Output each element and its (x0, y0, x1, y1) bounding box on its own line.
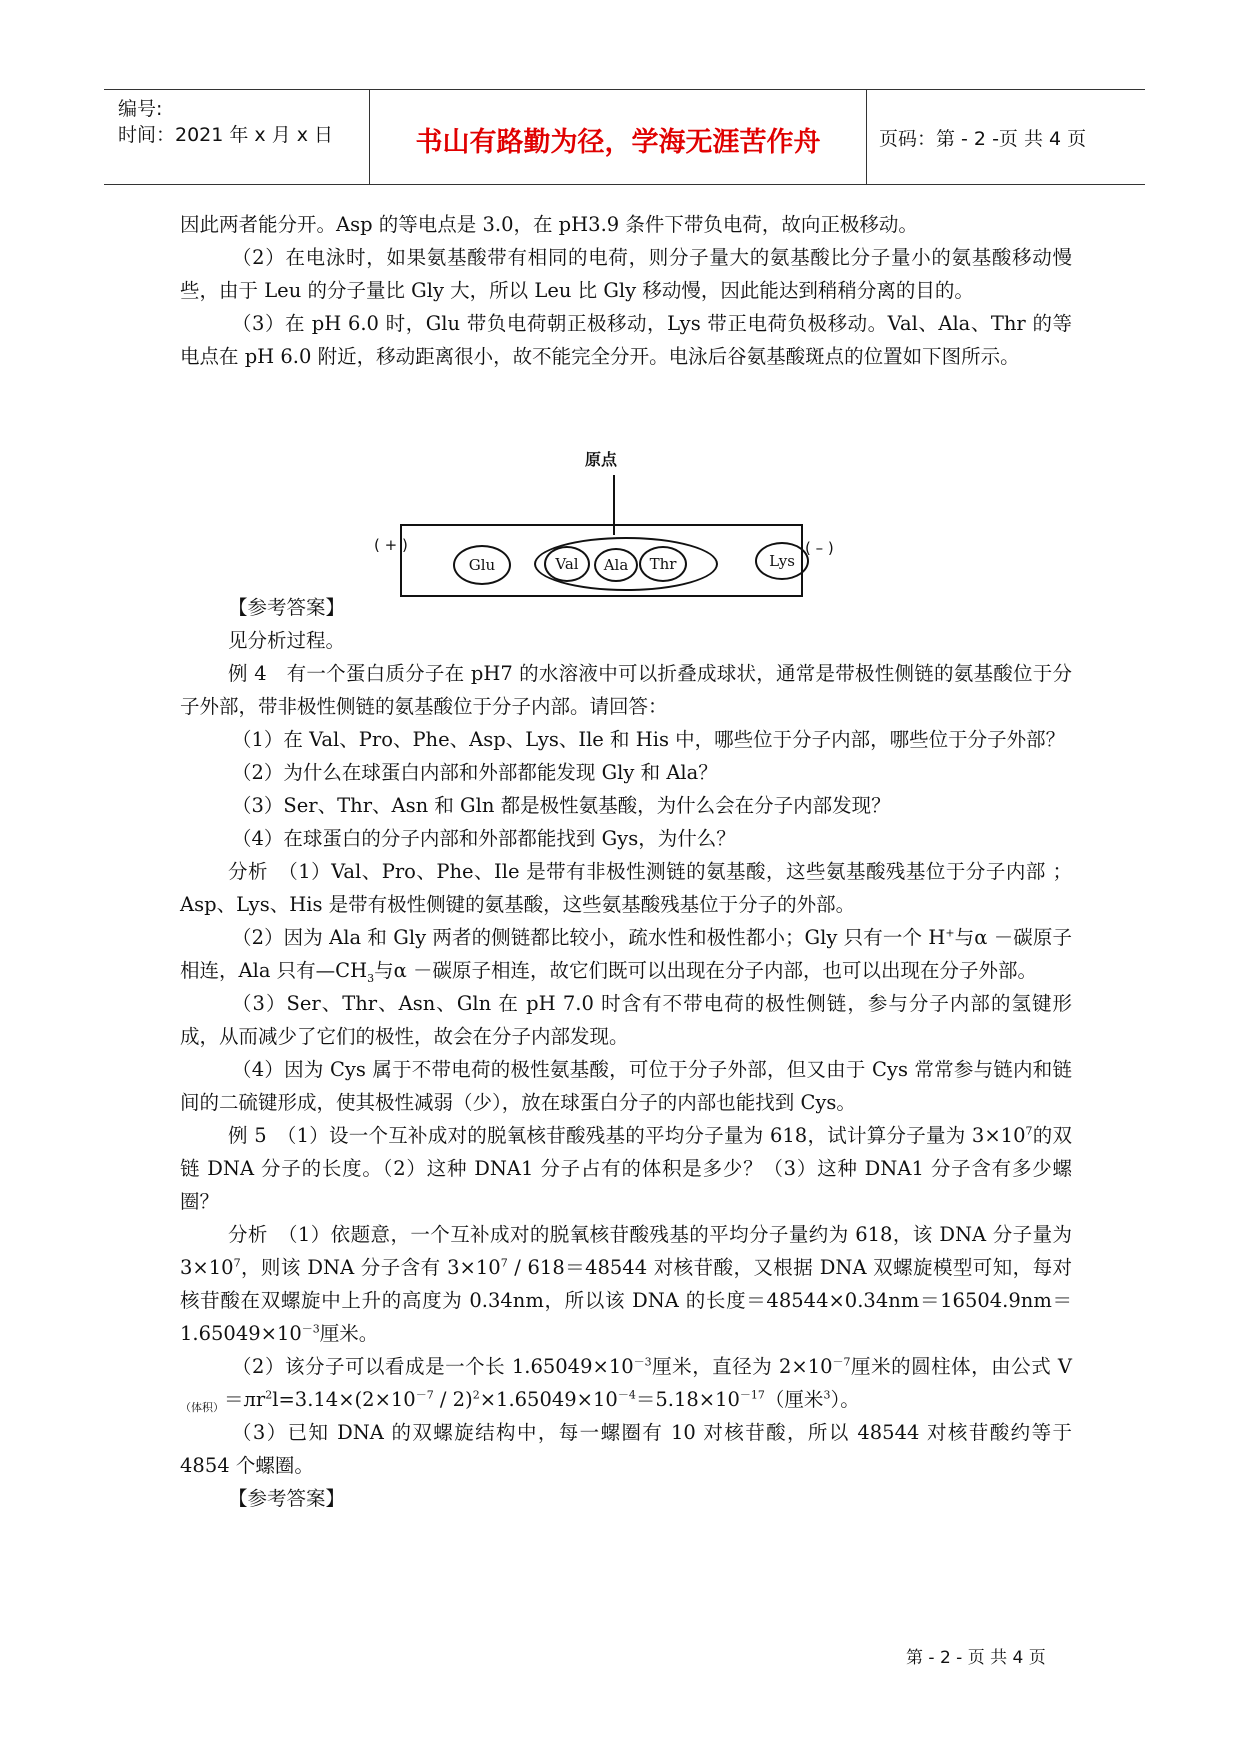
spot-lys: Lys (755, 542, 809, 580)
origin-label: 原点 (585, 450, 618, 469)
text-run: 的双链 DNA 分子的长度。（2）这种 DNA1 分子占有的体积是多少？（3）这种 DNA1 分子含有多少螺圈？ (180, 1124, 1072, 1213)
spot-thr: Thr (639, 546, 687, 582)
anode-label: ( + ) (374, 536, 408, 554)
page-label: 页码：第 - 2 -页 共 4 页 (879, 128, 1087, 150)
subscript: 3 (367, 971, 375, 985)
subscript: （体积） (180, 1400, 224, 1414)
text-run: 厘米，直径为 2×10 (651, 1355, 833, 1378)
paragraph: （4）在球蛋白的分子内部和外部都能找到 Gys，为什么？ (232, 827, 736, 850)
text-run: 与α －碳原子相连，Ala 只有—CH (180, 926, 1072, 982)
spot-val: Val (544, 546, 590, 582)
superscript: －7 (415, 1388, 434, 1402)
text-run: l=3.14×(2×10 (272, 1388, 416, 1411)
superscript: 2 (265, 1388, 273, 1402)
superscript: 7 (500, 1256, 508, 1270)
text-run: 厘米的圆柱体，由公式 V (850, 1355, 1072, 1378)
paragraph: （3）Ser、Thr、Asn 和 Gln 都是极性氨基酸，为什么会在分子内部发现？ (232, 794, 891, 817)
ref-answer-heading: 【参考答案】 (228, 596, 346, 619)
header-table (104, 89, 1145, 185)
text-run: 分析 （1）依题意，一个互补成对的脱氧核苷酸残基的平均分子量约为 618，该 DNA 分子量为 3×10 (180, 1223, 1072, 1279)
text-run: ＝5.18×10 (635, 1388, 740, 1411)
spot-glu: Glu (453, 545, 511, 585)
text-run: ）。 (830, 1388, 860, 1411)
text-run: （2）该分子可以看成是一个长 1.65049×10 (232, 1355, 634, 1378)
header-right-cell (867, 90, 1145, 184)
text-run: 与α －碳原子相连，故它们既可以出现在分子内部，也可以出现在分子外部。 (374, 959, 1037, 982)
page-footer: 第 - 2 - 页 共 4 页 (906, 1648, 1046, 1668)
text-run: （2）因为 Ala 和 Gly 两者的侧链都比较小，疏水性和极性都小；Gly 只有一个 H (232, 926, 946, 949)
paragraph: （3）已知 DNA 的双螺旋结构中，每一螺圈有 10 对核苷酸，所以 48544 对核苷酸约等于 4854 个螺圈。 (180, 1421, 1072, 1477)
serial-label: 编号: (118, 98, 163, 120)
paragraph: （2）为什么在球蛋白内部和外部都能发现 Gly 和 Ala？ (232, 761, 718, 784)
text-run: / 2) (433, 1388, 473, 1411)
text-run: 厘米。 (319, 1322, 379, 1345)
paragraph: （2）在电泳时，如果氨基酸带有相同的电荷，则分子量大的氨基酸比分子量小的氨基酸移动慢些，由于 Leu 的分子量比 Gly 大，所以 Leu 比 Gly 移动慢，因此能达到稍稍分离的目的。 (180, 246, 1072, 302)
paragraph: 见分析过程。 (228, 629, 346, 652)
paragraph (180, 1119, 1072, 1218)
paragraph (180, 921, 1072, 987)
text-run: 例 5 （1）设一个互补成对的脱氧核苷酸残基的平均分子量为 618，试计算分子量为 3×10 (228, 1124, 1026, 1147)
superscript: 7 (233, 1256, 241, 1270)
paragraph: （3）Ser、Thr、Asn、Gln 在 pH 7.0 时含有不带电荷的极性侧链，参与分子内部的氢键形成，从而减少了它们的极性，故会在分子内部发现。 (180, 992, 1072, 1048)
paragraph (180, 1218, 1072, 1350)
paragraph: 例 4 有一个蛋白质分子在 pH7 的水溶液中可以折叠成球状，通常是带极性侧链的氨基酸位于分子外部，带非极性侧链的氨基酸位于分子内部。请回答： (180, 662, 1072, 718)
superscript: + (945, 926, 955, 940)
cathode-label: ( – ) (805, 539, 834, 557)
text-run: ，则该 DNA 分子含有 3×10 (240, 1256, 501, 1279)
paragraph: 分析 （1）Val、Pro、Phe、Ile 是带有非极性测链的氨基酸，这些氨基酸残基位于分子内部 ；Asp、Lys、His 是带有极性侧键的氨基酸，这些氨基酸残基位于分子的外部。 (180, 860, 1072, 916)
header-left-cell (104, 90, 370, 184)
paragraph: （3）在 pH 6.0 时，Glu 带负电荷朝正极移动，Lys 带正电荷负极移动。Val、Ala、Thr 的等电点在 pH 6.0 附近，移动距离很小，故不能完全分开。电泳后谷氨基酸斑点的位置如下图所示。 (180, 312, 1072, 368)
paragraph: 因此两者能分开。Asp 的等电点是 3.0，在 pH3.9 条件下带负电荷，故向正极移动。 (180, 213, 918, 236)
superscript: 7 (1025, 1124, 1033, 1138)
text-run: / 618＝48544 对核苷酸，又根据 DNA 双螺旋模型可知，每对核苷酸在双螺旋中上升的高度为 0.34nm，所以该 DNA 的长度＝48544×0.34nm＝16504.9nm＝1.65049×10 (180, 1256, 1073, 1345)
text-run: ＝лr (224, 1388, 266, 1411)
paragraph: （4）因为 Cys 属于不带电荷的极性氨基酸，可位于分子外部，但又由于 Cys 常常参与链内和链间的二硫键形成，使其极性减弱（少），放在球蛋白分子的内部也能找到 Cys。 (180, 1058, 1072, 1114)
text-run: （厘米 (764, 1388, 824, 1411)
origin-line (613, 475, 615, 535)
spot-ala: Ala (594, 548, 638, 582)
time-label: 时间：2021 年 x 月 x 日 (118, 124, 334, 146)
document-body (180, 208, 1072, 1515)
paragraph: （1）在 Val、Pro、Phe、Asp、Lys、Ile 和 His 中，哪些位于分子内部，哪些位于分子外部？ (232, 728, 1066, 751)
superscript: －3 (301, 1322, 320, 1336)
motto: 书山有路勤为径，学海无涯苦作舟 (415, 127, 821, 158)
superscript: －7 (832, 1355, 851, 1369)
electrophoresis-figure (374, 447, 940, 597)
superscript: 2 (472, 1388, 480, 1402)
ref-answer-heading: 【参考答案】 (228, 1487, 346, 1510)
paragraph (180, 1350, 1072, 1416)
superscript: 3 (823, 1388, 831, 1402)
text-run: ×1.65049×10 (479, 1388, 618, 1411)
header-center-cell (370, 90, 867, 184)
superscript: －3 (633, 1355, 652, 1369)
superscript: －17 (739, 1388, 765, 1402)
superscript: －4 (617, 1388, 636, 1402)
